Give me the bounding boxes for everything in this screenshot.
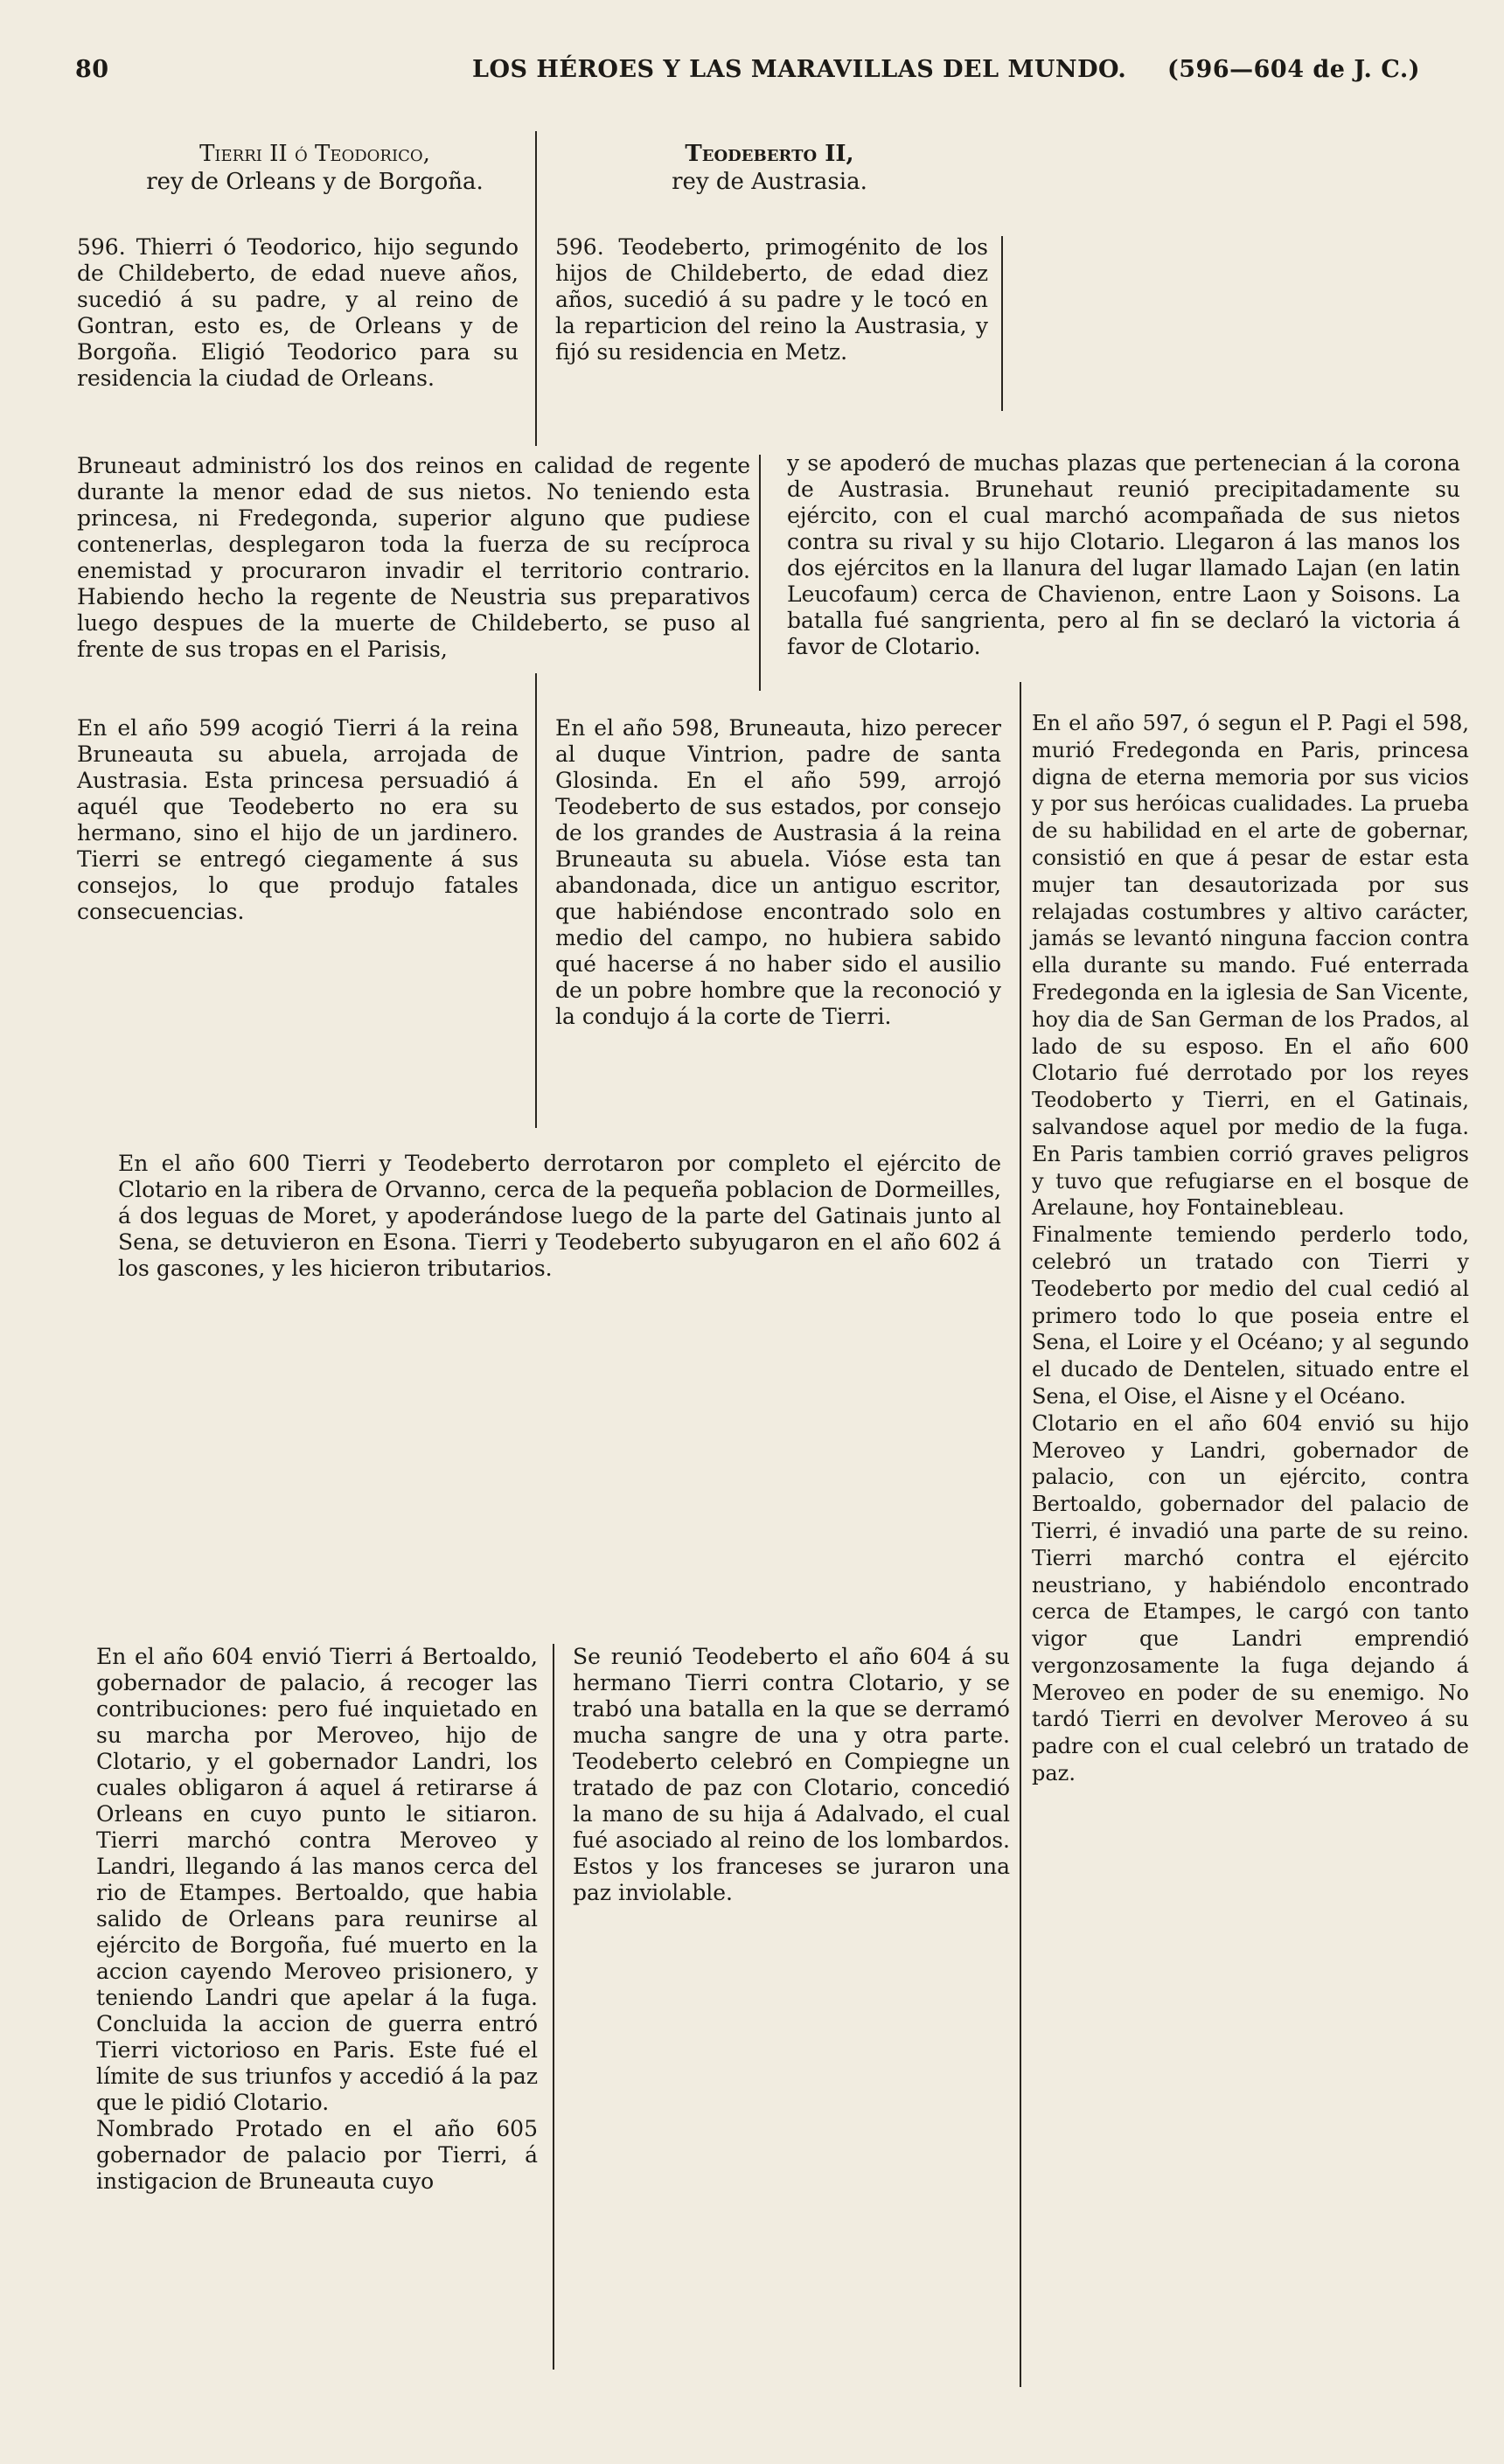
paragraph-bruneaut-part1: Bruneaut administró los dos reinos en calidad de regente durante la menor edad de sus nietos. No teniendo esta princesa, ni Fredegonda, superior alguno que pudiese contenerlas, desplegaron toda la fuerza de su recíproca enemistad y procuraron invadir el territorio contrario. Habiendo hecho la regente de Neustria sus preparativos luego despues de la muerte de Childeberto, se puso al frente de sus tropas en el Parisis,	[77, 453, 750, 662]
paragraph-finalmente: Finalmente temiendo perderlo todo, celebró un tratado con Tierri y Teodeberto por medio del cual cedió al primero todo lo que poseia entre el Sena, el Loire y el Océano; y al segundo el ducado de Dentelen, situado entre el Sena, el Oise, el Aisne y el Océano.	[1032, 1222, 1469, 1409]
paragraph-596-tierri: 596. Thierri ó Teodorico, hijo segundo de Childeberto, de edad nueve años, sucedió á su padre, y al reino de Gontran, esto es, de Orleans y de Borgoña. Eligió Teodorico para su residencia la ciudad de Orleans.	[77, 234, 519, 391]
column-divider	[1020, 682, 1021, 2387]
paragraph-clotario-604: Clotario en el año 604 envió su hijo Meroveo y Landri, gobernador de palacio, con un ejército, contra Bertoaldo, gobernador del palacio de Tierri, é invadió una parte de su reino. Tierri marchó contra el ejército neustriano, y habiéndolo encontrado cerca de Etampes, le cargó con tanto vigor que Landri emprendió vergonzosamente la fuga dejando á Meroveo en poder de su enemigo. No tardó Tierri en devolver Meroveo á su padre con el cual celebró un tratado de paz.	[1032, 1410, 1469, 1786]
paragraph-604-bertoaldo: En el año 604 envió Tierri á Bertoaldo, gobernador de palacio, á recoger las contribuciones: pero fué inquietado en su marcha por Meroveo, hijo de Clotario, y el gobernador Landri, los cuales obligaron á aquel á retirarse á Orleans en cuyo punto le sitiaron. Tierri marchó contra Meroveo y Landri, llegando á las manos cerca del rio de Etampes. Bertoaldo, que habia salido de Orleans para reunirse al ejército de Borgoña, fué muerto en la accion cayendo Meroveo prisionero, y teniendo Landri que apelar á la fuga. Concluida la accion de guerra entró Tierri victorioso en Paris. Este fué el límite de sus triunfos y accedió á la paz que le pidió Clotario.	[96, 1644, 538, 2115]
paragraph-bruneaut-part2: y se apoderó de muchas plazas que pertenecian á la corona de Austrasia. Brunehaut reunió precipitadamente su ejército, con el cual marchó acompañada de sus nietos contra su rival y su hijo Clotario. Llegaron á las manos los dos ejércitos en la llanura del lugar llamado Lajan (en latin Leucofaum) cerca de Chavienon, entre Laon y Soisons. La batalla fué sangrienta, pero al fin se declaró la victoria á favor de Clotario.	[787, 450, 1460, 659]
paragraph-599-tierri: En el año 599 acogió Tierri á la reina Bruneauta su abuela, arrojada de Austrasia. Esta princesa persuadió á aquél que Teodeberto no era su hermano, sino el hijo de un jardinero. Tierri se entregó ciegamente á sus consejos, lo que produjo fatales consecuencias.	[77, 715, 519, 924]
column-divider	[535, 673, 537, 1128]
column-divider	[535, 131, 537, 446]
page-number: 80	[75, 56, 109, 83]
left-heading-title: Tierri II ó Teodorico,	[199, 141, 430, 167]
running-title: LOS HÉROES Y LAS MARAVILLAS DEL MUNDO.	[472, 56, 1127, 83]
right-column	[1032, 710, 1469, 1787]
paragraph-protado: Nombrado Protado en el año 605 gobernador de palacio por Tierri, á instigacion de Bruneauta cuyo	[96, 2116, 538, 2194]
paragraph-598-bruneauta: En el año 598, Bruneauta, hizo perecer al duque Vintrion, padre de santa Glosinda. En el año 599, arrojó Teodeberto de sus estados, por consejo de los grandes de Austrasia á la reina Bruneauta su abuela. Vióse esta tan abandonada, dice un antiguo escritor, que habiéndose encontrado solo en medio del campo, no hubiera sabido qué hacerse á no haber sido el ausilio de un pobre hombre que la reconoció y la condujo á la corte de Tierri.	[555, 715, 1001, 1029]
paragraph-596-teodeberto: 596. Teodeberto, primogénito de los hijos de Childeberto, de edad diez años, sucedió á su padre y le tocó en la reparticion del reino la Austrasia, y fijó su residencia en Metz.	[555, 234, 988, 365]
right-heading-title: Teodeberto II,	[685, 141, 854, 167]
left-heading-subtitle: rey de Orleans y de Borgoña.	[146, 169, 484, 195]
right-heading-subtitle: rey de Austrasia.	[672, 169, 867, 195]
lower-left-column	[96, 1644, 538, 2195]
paragraph-604-teodeberto: Se reunió Teodeberto el año 604 á su hermano Tierri contra Clotario, y se trabó una batalla en la que se derramó mucha sangre de una y otra parte. Teodeberto celebró en Compiegne un tratado de paz con Clotario, concedió la mano de su hija á Adalvado, el cual fué asociado al reino de los lombardos. Estos y los franceses se juraron una paz inviolable.	[573, 1644, 1010, 1905]
left-section-heading	[131, 140, 498, 196]
paragraph-600-battle: En el año 600 Tierri y Teodeberto derrotaron por completo el ejército de Clotario en la ribera de Orvanno, cerca de la pequeña poblacion de Dormeilles, á dos leguas de Moret, y apoderándose luego de la parte del Gatinais junto al Sena, se detuvieron en Esona. Tierri y Teodeberto subyugaron en el año 602 á los gascones, y les hicieron tributarios.	[118, 1151, 1001, 1281]
column-divider	[1001, 236, 1003, 411]
right-section-heading	[577, 140, 962, 196]
column-divider	[553, 1644, 554, 2370]
column-divider	[759, 455, 761, 691]
date-range: (596—604 de J. C.)	[1167, 56, 1421, 83]
paragraph-597-fredegonda: En el año 597, ó segun el P. Pagi el 598, murió Fredegonda en Paris, princesa digna de eterna memoria por sus vicios y por sus heróicas cualidades. La prueba de su habilidad en el arte de gobernar, consistió en que á pesar de estar esta mujer tan desautorizada por sus relajadas costumbres y altivo carácter, jamás se levantó ninguna faccion contra ella durante su mando. Fué enterrada Fredegonda en la iglesia de San Vicente, hoy dia de San German de los Prados, al lado de su esposo. En el año 600 Clotario fué derrotado por los reyes Teodoberto y Tierri, en el Gatinais, salvandose aquel por medio de la fuga. En Paris tambien corrió graves peligros y tuvo que refugiarse en el bosque de Arelaune, hoy Fontainebleau.	[1032, 711, 1469, 1221]
